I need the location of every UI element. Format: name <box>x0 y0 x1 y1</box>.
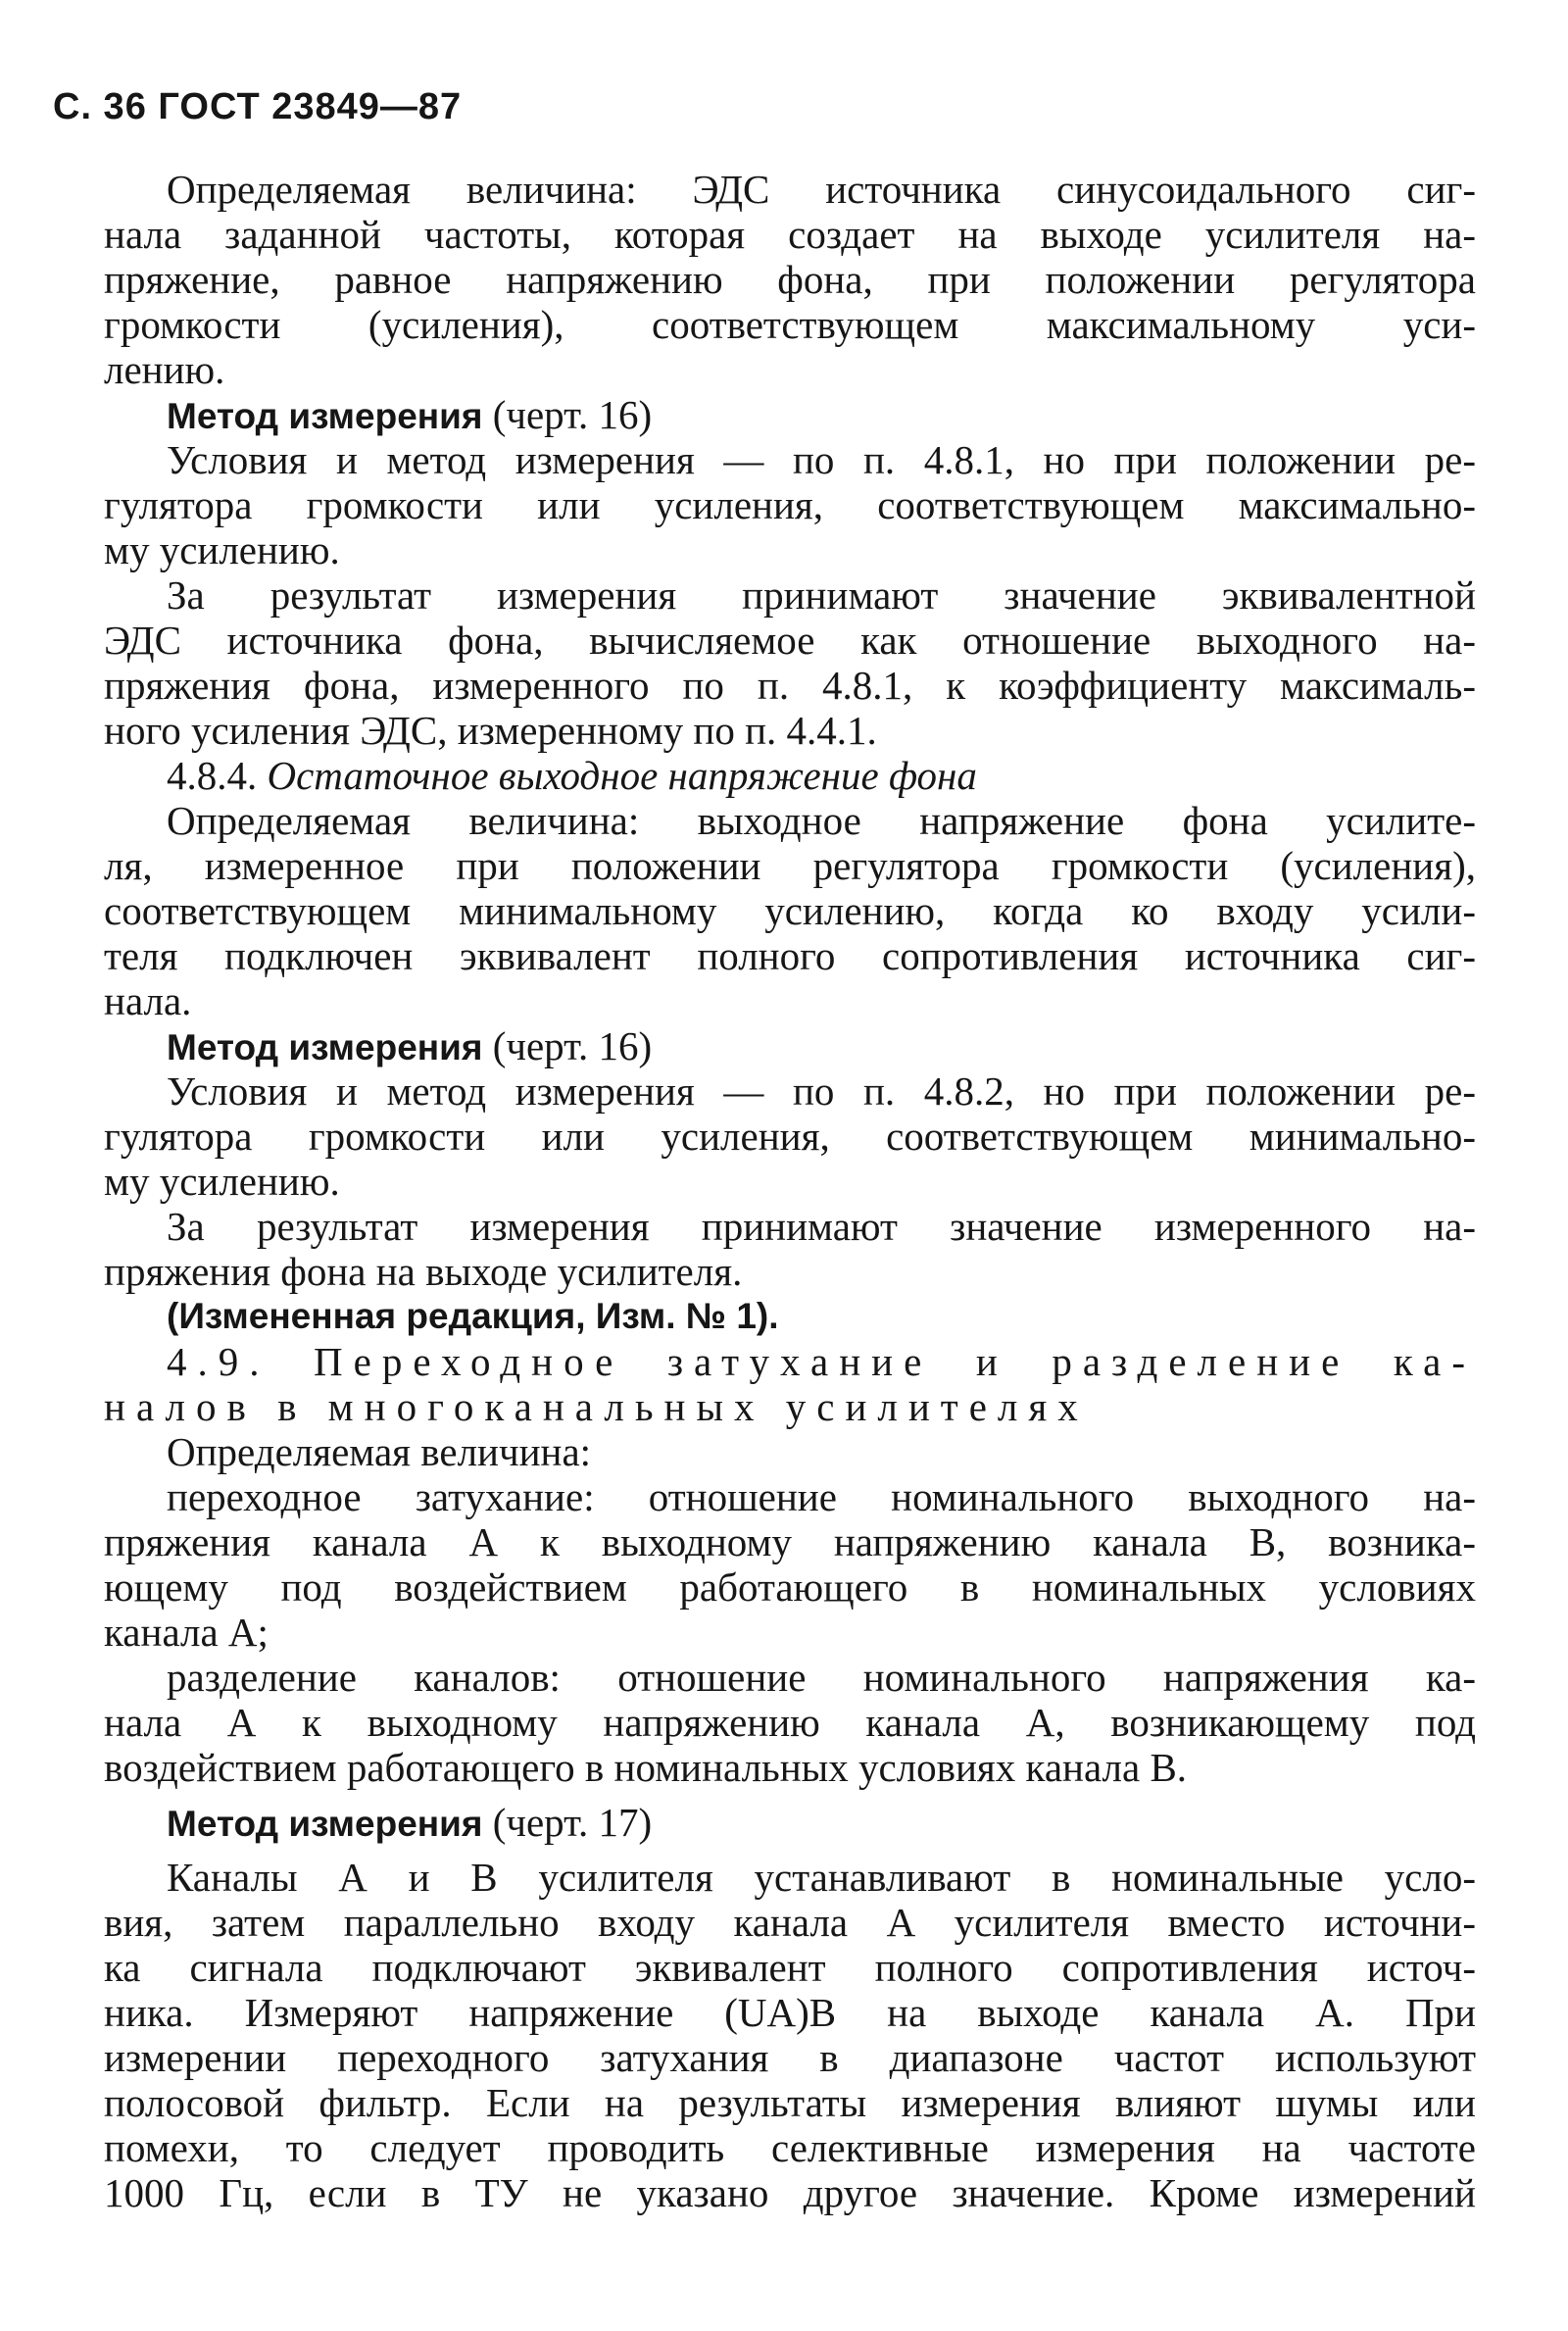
text-line: Определяемая величина: выходное напряжение фона усилите- <box>167 798 1476 843</box>
text-line: ника. Измеряют напряжение (UA)B на выходе канала А. При <box>104 1990 1476 2035</box>
text-line: За результат измерения принимают значение эквивалентной <box>167 572 1476 618</box>
text-line: вия, затем параллельно входу канала А усилителя вместо источни- <box>104 1900 1476 1945</box>
text-line: измерении переходного затухания в диапазоне частот используют <box>104 2035 1476 2080</box>
text-line: пряжения фона на выходе усилителя. <box>104 1249 743 1294</box>
section-heading-4-8-4 <box>104 753 1476 798</box>
text-line: пряжения фона, измеренного по п. 4.8.1, к коэффициенту максималь- <box>104 663 1476 708</box>
text-line: пряжение, равное напряжению фона, при положении регулятора <box>104 257 1476 302</box>
text-line: разделение каналов: отношение номинального напряжения ка- <box>167 1655 1476 1700</box>
text-line: ЭДС источника фона, вычисляемое как отношение выходного на- <box>104 618 1476 663</box>
text-line: воздействием работающего в номинальных условиях канала В. <box>104 1745 1188 1790</box>
text-line: гулятора громкости или усиления, соответствующем минимально- <box>104 1114 1476 1159</box>
section-number: 4.8.4. <box>167 753 268 798</box>
text-line: соответствующем минимальному усилению, когда ко входу усили- <box>104 888 1476 933</box>
section-title: Остаточное выходное напряжение фона <box>267 753 977 798</box>
text-line: му усилению. <box>104 1159 340 1204</box>
text-line: Определяемая величина: ЭДС источника синусоидального сиг- <box>167 167 1476 212</box>
text-line: нала А к выходному напряжению канала А, возникающему под <box>104 1700 1476 1745</box>
method-heading-bold: Метод измерения <box>167 1804 483 1844</box>
method-heading-ref: (черт. 17) <box>482 1800 653 1845</box>
method-heading-ref: (черт. 16) <box>482 1023 653 1068</box>
amendment-note: (Измененная редакция, Изм. № 1). <box>167 1296 779 1336</box>
text-line: Каналы А и В усилителя устанавливают в номинальные усло- <box>167 1855 1476 1900</box>
section-heading-4-9-cont: налов в многоканальных усилителях <box>104 1384 1089 1429</box>
text-line: 1000 Гц, если в ТУ не указано другое значение. Кроме измерений <box>104 2170 1476 2215</box>
text-line: гулятора громкости или усиления, соответствующем максимально- <box>104 482 1476 527</box>
method-heading-bold: Метод измерения <box>167 396 483 436</box>
text-line: ного усиления ЭДС, измеренному по п. 4.4.1. <box>104 708 877 753</box>
text-line: За результат измерения принимают значение измеренного на- <box>167 1204 1476 1249</box>
text-line: нала. <box>104 978 192 1023</box>
method-heading-ref: (черт. 16) <box>482 392 653 437</box>
method-heading <box>104 392 1476 437</box>
text-line: ка сигнала подключают эквивалент полного сопротивления источ- <box>104 1945 1476 1990</box>
text-line: Условия и метод измерения — по п. 4.8.1, но при положении ре- <box>167 437 1476 482</box>
text-line: помехи, то следует проводить селективные измерения на частоте <box>104 2125 1476 2170</box>
method-heading-bold: Метод измерения <box>167 1027 483 1067</box>
text-line: лению. <box>104 347 225 392</box>
text-line: нала заданной частоты, которая создает на выходе усилителя на- <box>104 212 1476 257</box>
method-heading <box>104 1023 1476 1068</box>
page-header: С. 36 ГОСТ 23849—87 <box>53 86 463 127</box>
text-line: переходное затухание: отношение номинального выходного на- <box>167 1474 1476 1519</box>
text-line: громкости (усиления), соответствующем максимальному уси- <box>104 302 1476 347</box>
document-body <box>104 167 1476 2215</box>
text-line: Условия и метод измерения — по п. 4.8.2, но при положении ре- <box>167 1068 1476 1114</box>
section-heading-4-9: 4.9. Переходное затухание и разделение ка- <box>167 1339 1476 1384</box>
text-line: ля, измеренное при положении регулятора громкости (усиления), <box>104 843 1476 888</box>
text-line: Определяемая величина: <box>167 1429 592 1474</box>
text-line: полосовой фильтр. Если на результаты измерения влияют шумы или <box>104 2080 1476 2125</box>
text-line: пряжения канала А к выходному напряжению канала В, возника- <box>104 1519 1476 1564</box>
text-line: теля подключен эквивалент полного сопротивления источника сиг- <box>104 933 1476 978</box>
text-line: канала А; <box>104 1610 269 1655</box>
text-line: му усилению. <box>104 527 340 572</box>
method-heading <box>104 1800 1476 1845</box>
text-line: ющему под воздействием работающего в номинальных условиях <box>104 1564 1476 1610</box>
